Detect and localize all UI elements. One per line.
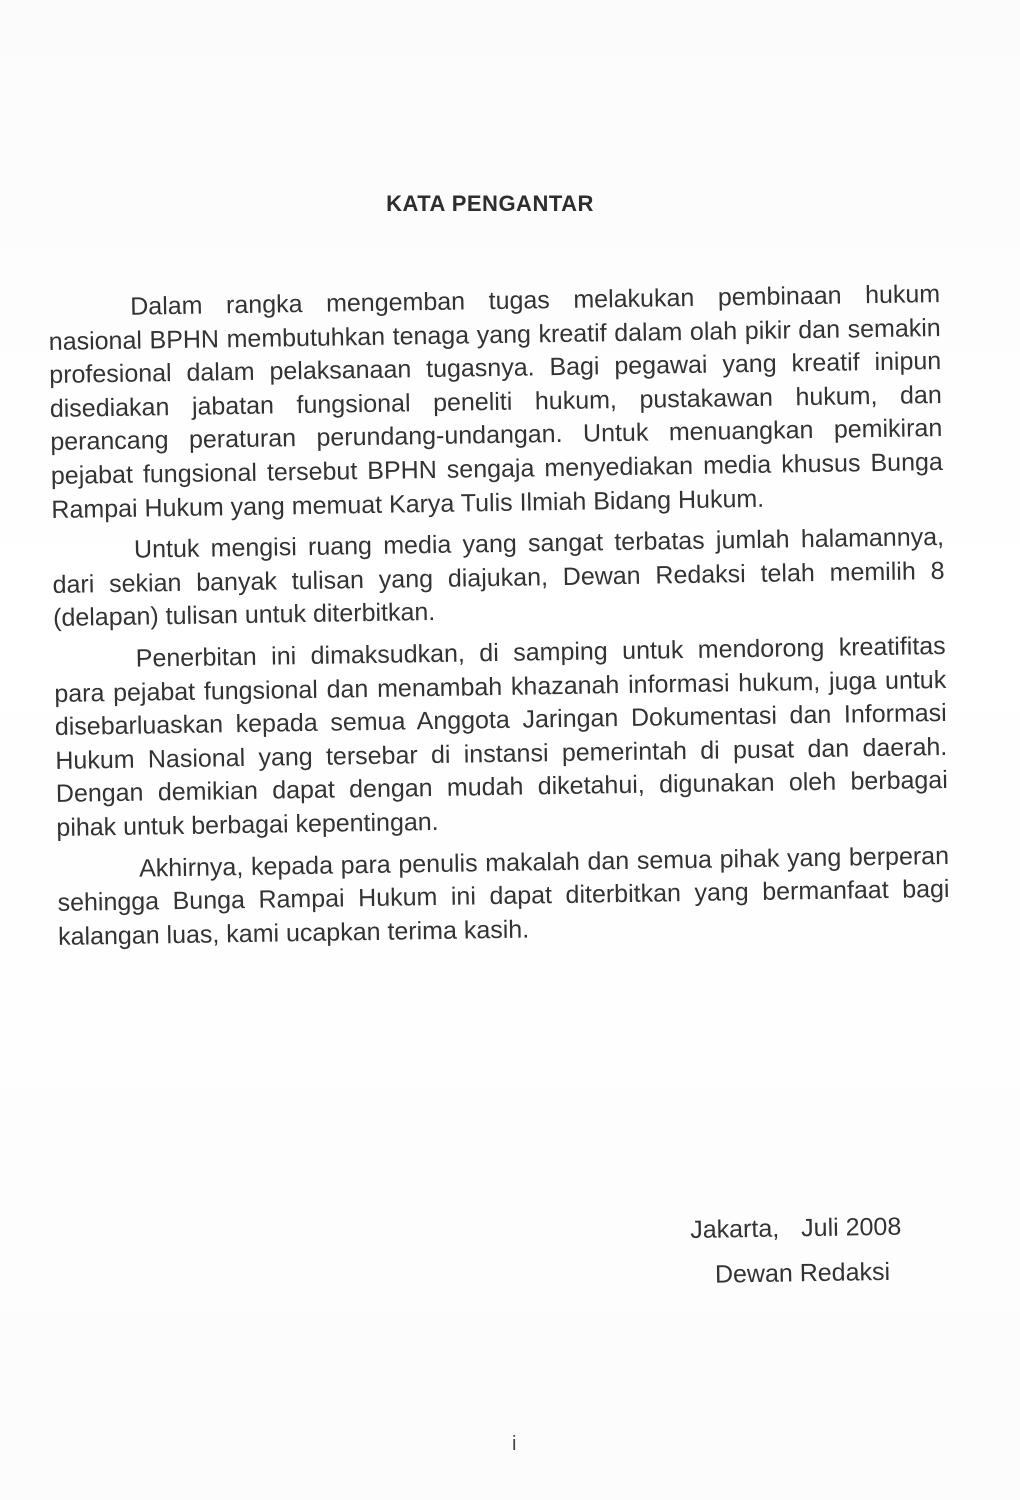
- paragraph-3: Penerbitan ini dimaksudkan, di samping untuk mendorong kreatifitas para pejabat fungsional dan menambah khazanah informasi hukum, juga untuk disebarluaskan kepada semua Anggota Jaringan Dokumentasi dan Informasi Hukum Nasional yang tersebar di instansi pemerintah di pusat dan daerah. Dengan demikian dapat dengan mudah diketahui, digunakan oleh berbagai pihak untuk berbagai kepentingan.: [54, 631, 948, 842]
- signature-place-date: [690, 1210, 960, 1247]
- signature-place: Jakarta,: [690, 1214, 780, 1244]
- paragraph-1: Dalam rangka mengemban tugas melakukan pembinaan hukum nasional BPHN membutuhkan tenaga yang kreatif dalam olah pikir dan semakin profesional dalam pelaksanaan tugasnya. Bagi pegawai yang kreatif inipun disediakan jabatan fungsional peneliti hukum, pustakawan hukum, dan perancang peraturan perundang-undangan. Untuk menuangkan pemikiran pejabat fungsional tersebut BPHN sengaja menyediakan media khusus Bunga Rampai Hukum yang memuat Karya Tulis Ilmiah Bidang Hukum.: [48, 279, 943, 524]
- paragraph-2: Untuk mengisi ruang media yang sangat terbatas jumlah halamannya, dari sekian banyak tulisan yang diajukan, Dewan Redaksi telah memilih 8 (delapan) tulisan untuk diterbitkan.: [52, 523, 945, 633]
- signature-date: Juli 2008: [800, 1212, 902, 1243]
- body-text: [48, 278, 950, 962]
- signature-organization: Dewan Redaksi: [714, 1257, 891, 1289]
- signature-block: [690, 1210, 961, 1291]
- paragraph-4: Akhirnya, kepada para penulis makalah dan semua pihak yang berperan sehingga Bunga Rampai Hukum ini dapat diterbitkan yang bermanfaat bagi kalangan luas, kami ucapkan terima kasih.: [57, 841, 950, 951]
- page-title: KATA PENGANTAR: [386, 191, 594, 216]
- page-number: i: [512, 1433, 517, 1455]
